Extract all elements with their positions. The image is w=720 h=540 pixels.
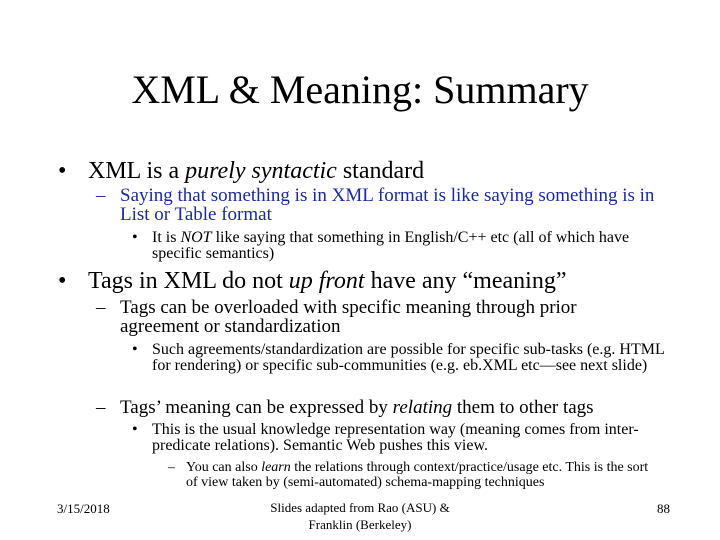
bullet-marker: • [58,158,67,184]
bullet-marker: • [58,268,67,294]
footer-date: 3/15/2018 [57,501,110,516]
bullet-text: Tags’ meaning can be expressed by relating them to other tags [120,397,594,418]
bullet-text: You can also learn the relations through context/practice/usage etc. This is the sort of view taken by (semi-automated) schema-mapping techniques [186,460,649,490]
bullet-l2-list-table [96,186,666,224]
bullet-l2-overloaded [96,298,656,336]
bullet-l3-agreements [132,342,680,374]
footer-page-number: 88 [657,501,670,516]
bullet-l3-not-english [132,230,662,262]
bullet-l1-syntactic [58,158,678,185]
bullet-text: Such agreements/standardization are possible for specific sub-tasks (e.g. HTML for rendering) or specific sub-communities (e.g. eb.XML etc—see next slide) [152,341,665,374]
dash-marker: – [96,397,106,418]
bullet-marker: • [132,229,138,246]
bullet-l3-knowledge-rep [132,422,666,454]
dash-marker: – [96,297,106,318]
dash-marker: – [96,185,106,206]
bullet-l2-relating [96,398,676,417]
bullet-text: Tags in XML do not up front have any “meaning” [88,268,567,294]
bullet-marker: • [132,421,138,438]
bullet-text: Saying that something is in XML format is like saying something is in List or Table format [120,185,655,225]
bullet-l1-tags [58,268,678,295]
bullet-text: It is NOT like saying that something in English/C++ etc (all of which have specific semantics) [152,229,630,262]
bullet-text: XML is a purely syntactic standard [88,158,425,184]
bullet-text: This is the usual knowledge representation way (meaning comes from inter-predicate relations). Semantic Web pushes this view. [152,421,639,454]
footer-source: Slides adapted from Rao (ASU) & Franklin (Berkeley) [270,500,450,532]
slide-title: XML & Meaning: Summary [131,67,589,112]
bullet-text: Tags can be overloaded with specific meaning through prior agreement or standardization [120,297,577,337]
bullet-l4-learn [168,460,656,490]
dash-marker: – [168,460,175,475]
bullet-marker: • [132,341,138,358]
